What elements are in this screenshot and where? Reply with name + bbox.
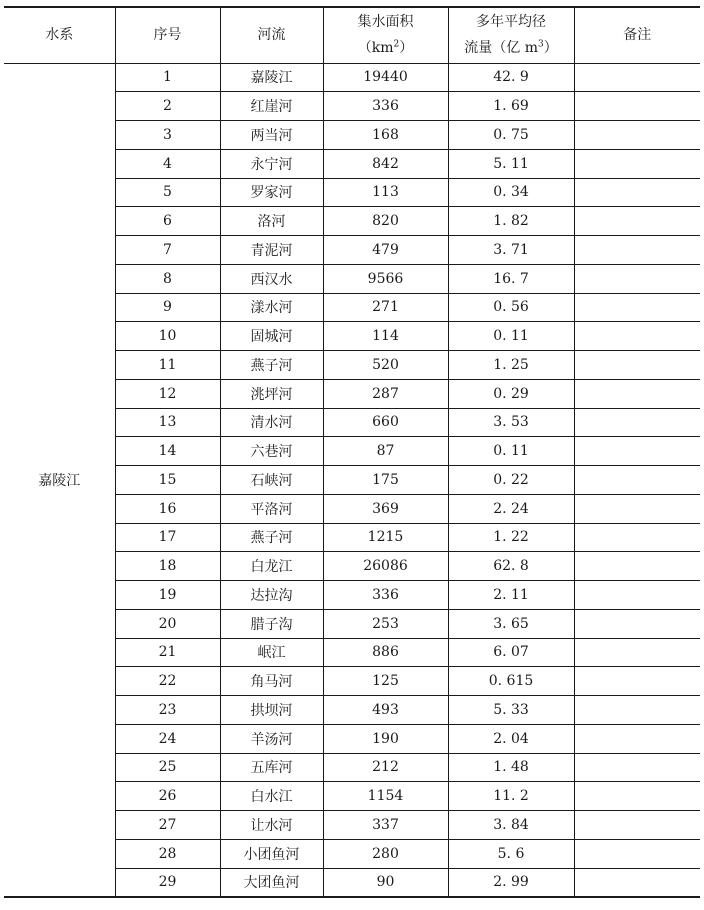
index-cell: 27 [115,811,220,840]
annual-runoff-cell: 0. 34 [448,178,574,207]
catchment-area-cell: 9566 [323,264,448,293]
header-area-unit [324,35,448,61]
annual-runoff-cell: 0. 11 [448,437,574,466]
index-cell: 29 [115,868,220,897]
index-cell: 9 [115,293,220,322]
remark-cell [574,379,700,408]
index-cell: 14 [115,437,220,466]
index-cell: 17 [115,523,220,552]
annual-runoff-cell: 5. 33 [448,696,574,725]
river-name-cell: 平洛河 [220,494,323,523]
catchment-area-cell: 90 [323,868,448,897]
river-name-cell: 燕子河 [220,351,323,380]
remark-cell [574,782,700,811]
remark-cell [574,466,700,495]
index-cell: 23 [115,696,220,725]
annual-runoff-cell: 3. 71 [448,236,574,265]
catchment-area-cell: 336 [323,92,448,121]
header-row [4,7,700,63]
catchment-area-cell: 479 [323,236,448,265]
river-name-cell: 白水江 [220,782,323,811]
remark-cell [574,236,700,265]
annual-runoff-cell: 0. 615 [448,667,574,696]
annual-runoff-cell: 1. 25 [448,351,574,380]
annual-runoff-cell: 2. 24 [448,494,574,523]
river-name-cell: 岷江 [220,638,323,667]
annual-runoff-cell: 62. 8 [448,552,574,581]
annual-runoff-cell: 0. 75 [448,121,574,150]
area-unit-sup: 2 [393,39,400,50]
remark-cell [574,696,700,725]
index-cell: 21 [115,638,220,667]
annual-runoff-cell: 1. 48 [448,753,574,782]
river-name-cell: 腊子沟 [220,609,323,638]
river-name-cell: 大团鱼河 [220,868,323,897]
index-cell: 7 [115,236,220,265]
flow-unit-close: ） [543,40,558,57]
river-table [4,6,700,898]
annual-runoff-cell: 2. 11 [448,581,574,610]
header-flow [448,7,574,63]
flow-unit-sup: 3 [538,39,544,50]
river-name-cell: 固城河 [220,322,323,351]
catchment-area-cell: 114 [323,322,448,351]
catchment-area-cell: 842 [323,149,448,178]
catchment-area-cell: 175 [323,466,448,495]
river-name-cell: 达拉沟 [220,581,323,610]
catchment-area-cell: 212 [323,753,448,782]
table-header [4,7,700,63]
index-cell: 16 [115,494,220,523]
catchment-area-cell: 337 [323,811,448,840]
index-cell: 2 [115,92,220,121]
table-body [4,63,700,897]
river-name-cell: 嘉陵江 [220,63,323,92]
river-name-cell: 西汉水 [220,264,323,293]
annual-runoff-cell: 5. 11 [448,149,574,178]
index-cell: 20 [115,609,220,638]
index-cell: 3 [115,121,220,150]
annual-runoff-cell: 5. 6 [448,839,574,868]
river-name-cell: 罗家河 [220,178,323,207]
catchment-area-cell: 26086 [323,552,448,581]
index-cell: 22 [115,667,220,696]
index-cell: 12 [115,379,220,408]
river-name-cell: 羊汤河 [220,724,323,753]
river-name-cell: 六巷河 [220,437,323,466]
remark-cell [574,523,700,552]
annual-runoff-cell: 42. 9 [448,63,574,92]
river-name-cell: 永宁河 [220,149,323,178]
table-row [4,63,700,92]
catchment-area-cell: 125 [323,667,448,696]
remark-cell [574,609,700,638]
header-index: 序号 [115,7,220,63]
catchment-area-cell: 253 [323,609,448,638]
river-name-cell: 让水河 [220,811,323,840]
river-name-cell: 洮坪河 [220,379,323,408]
catchment-area-cell: 168 [323,121,448,150]
catchment-area-cell: 1154 [323,782,448,811]
remark-cell [574,552,700,581]
catchment-area-cell: 493 [323,696,448,725]
area-unit-text: （km [357,40,394,57]
index-cell: 1 [115,63,220,92]
river-name-cell: 清水河 [220,408,323,437]
header-system: 水系 [4,7,115,63]
index-cell: 24 [115,724,220,753]
water-system-cell: 嘉陵江 [4,63,115,897]
header-area [323,7,448,63]
index-cell: 4 [115,149,220,178]
annual-runoff-cell: 1. 22 [448,523,574,552]
remark-cell [574,581,700,610]
index-cell: 25 [115,753,220,782]
catchment-area-cell: 336 [323,581,448,610]
remark-cell [574,264,700,293]
catchment-area-cell: 190 [323,724,448,753]
river-name-cell: 两当河 [220,121,323,150]
remark-cell [574,92,700,121]
annual-runoff-cell: 3. 53 [448,408,574,437]
remark-cell [574,207,700,236]
river-name-cell: 青泥河 [220,236,323,265]
annual-runoff-cell: 0. 56 [448,293,574,322]
catchment-area-cell: 520 [323,351,448,380]
remark-cell [574,322,700,351]
catchment-area-cell: 87 [323,437,448,466]
index-cell: 8 [115,264,220,293]
annual-runoff-cell: 16. 7 [448,264,574,293]
annual-runoff-cell: 2. 99 [448,868,574,897]
catchment-area-cell: 820 [323,207,448,236]
remark-cell [574,753,700,782]
annual-runoff-cell: 0. 22 [448,466,574,495]
index-cell: 5 [115,178,220,207]
river-name-cell: 漾水河 [220,293,323,322]
catchment-area-cell: 369 [323,494,448,523]
annual-runoff-cell: 3. 65 [448,609,574,638]
index-cell: 10 [115,322,220,351]
annual-runoff-cell: 1. 69 [448,92,574,121]
annual-runoff-cell: 3. 84 [448,811,574,840]
remark-cell [574,839,700,868]
header-flow-title: 多年平均径 [476,14,546,31]
catchment-area-cell: 113 [323,178,448,207]
remark-cell [574,667,700,696]
river-name-cell: 石峡河 [220,466,323,495]
header-flow-unit [449,35,574,61]
index-cell: 19 [115,581,220,610]
index-cell: 18 [115,552,220,581]
header-river: 河流 [220,7,323,63]
area-unit-close: ） [399,40,414,57]
index-cell: 11 [115,351,220,380]
annual-runoff-cell: 0. 29 [448,379,574,408]
catchment-area-cell: 287 [323,379,448,408]
remark-cell [574,351,700,380]
river-name-cell: 燕子河 [220,523,323,552]
index-cell: 13 [115,408,220,437]
river-name-cell: 小团鱼河 [220,839,323,868]
catchment-area-cell: 660 [323,408,448,437]
remark-cell [574,178,700,207]
remark-cell [574,408,700,437]
river-name-cell: 红崖河 [220,92,323,121]
river-name-cell: 角马河 [220,667,323,696]
remark-cell [574,724,700,753]
catchment-area-cell: 19440 [323,63,448,92]
annual-runoff-cell: 11. 2 [448,782,574,811]
index-cell: 15 [115,466,220,495]
remark-cell [574,868,700,897]
remark-cell [574,437,700,466]
index-cell: 6 [115,207,220,236]
annual-runoff-cell: 2. 04 [448,724,574,753]
river-name-cell: 拱坝河 [220,696,323,725]
catchment-area-cell: 280 [323,839,448,868]
remark-cell [574,121,700,150]
annual-runoff-cell: 1. 82 [448,207,574,236]
annual-runoff-cell: 0. 11 [448,322,574,351]
remark-cell [574,63,700,92]
river-name-cell: 洛河 [220,207,323,236]
river-name-cell: 五库河 [220,753,323,782]
index-cell: 26 [115,782,220,811]
remark-cell [574,494,700,523]
remark-cell [574,293,700,322]
catchment-area-cell: 271 [323,293,448,322]
flow-unit-text: 流量（亿 m [464,40,538,57]
annual-runoff-cell: 6. 07 [448,638,574,667]
remark-cell [574,638,700,667]
index-cell: 28 [115,839,220,868]
catchment-area-cell: 1215 [323,523,448,552]
river-name-cell: 白龙江 [220,552,323,581]
header-remark: 备注 [574,7,700,63]
catchment-area-cell: 886 [323,638,448,667]
header-area-title: 集水面积 [357,14,414,31]
remark-cell [574,149,700,178]
remark-cell [574,811,700,840]
